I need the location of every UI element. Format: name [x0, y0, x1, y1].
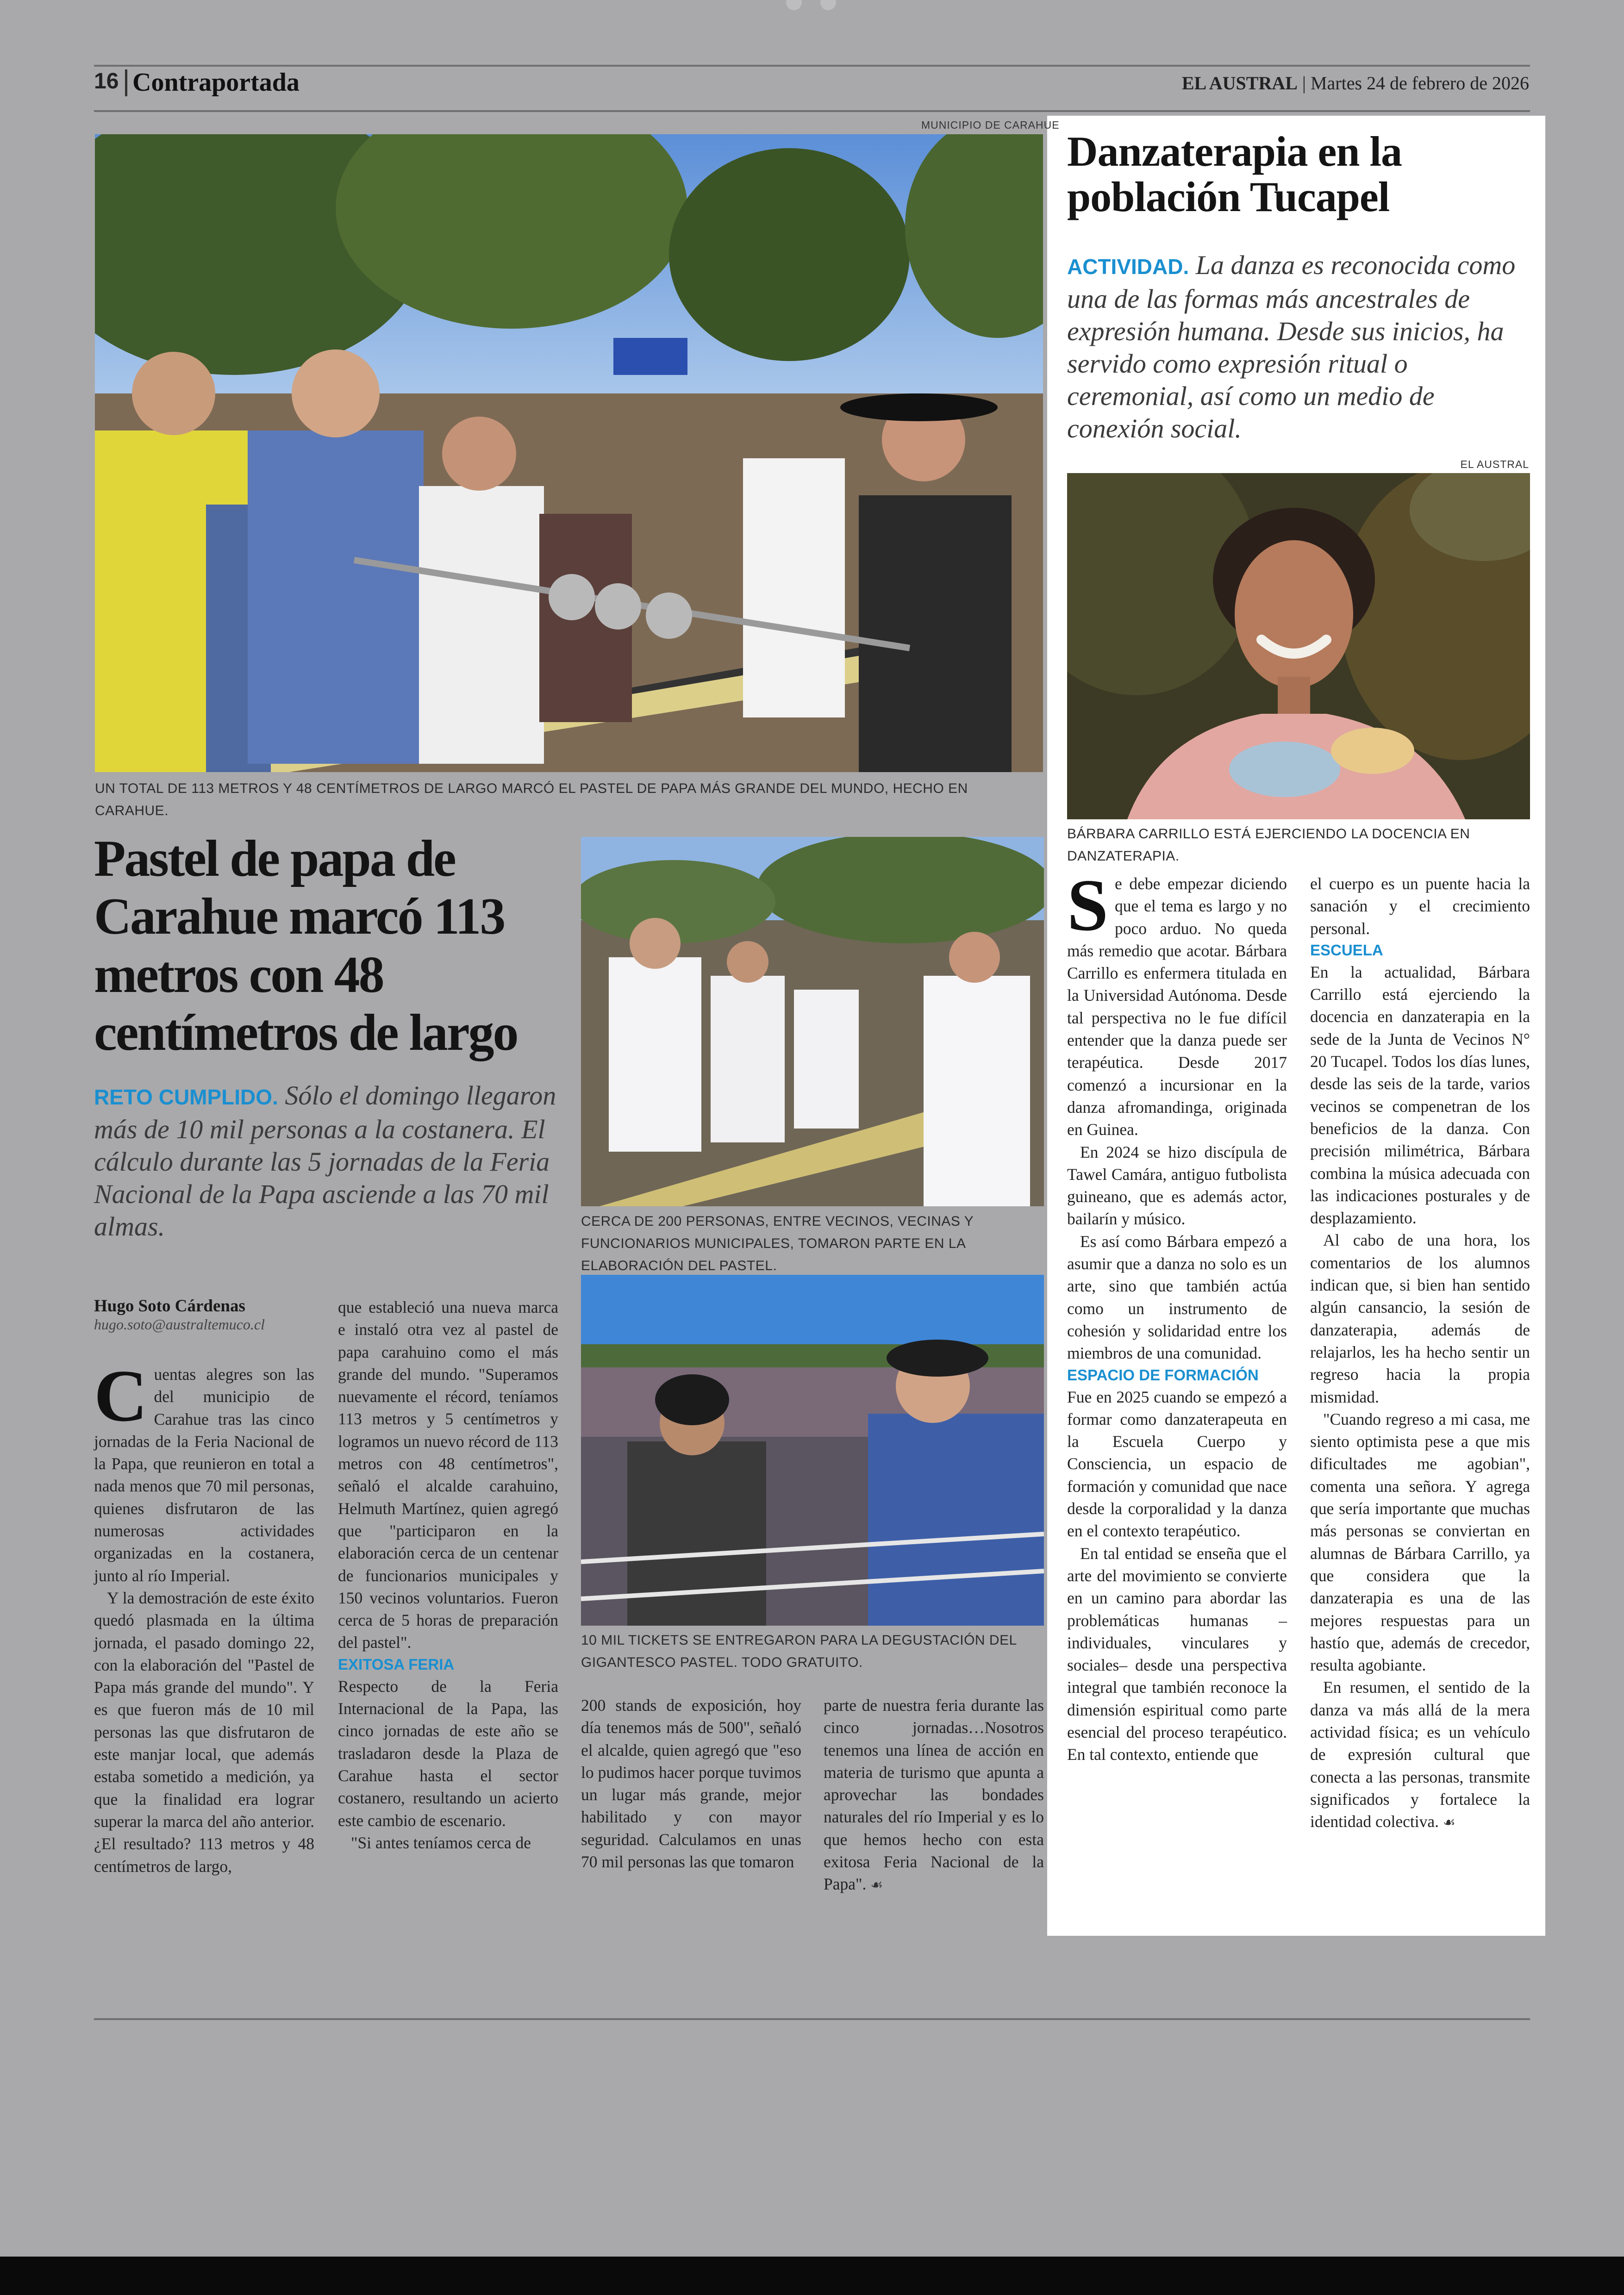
main-photo-credit: MUNICIPIO DE CARAHUE — [921, 119, 1060, 131]
tasting-photo-caption: 10 MIL TICKETS SE ENTREGARON PARA LA DEGUSTACIÓN DEL GIGANTESCO PASTEL. TODO GRATUITO. — [581, 1633, 1017, 1670]
left-article-paragraph-1: uentas alegres son las del municipio de Carahue tras las cinco jornadas de la Feria Nacional de la Papa, que reunieron en total a nada menos que 70 mil personas, quienes disfrutaron de las numerosas actividades organizadas en la costanera, junto al río Imperial. — [94, 1365, 314, 1585]
volunteers-cooking-image — [581, 837, 1044, 1206]
cooks-photo — [581, 837, 1044, 1206]
right-article-subhead-espacio: ESPACIO DE FORMACIÓN — [1067, 1366, 1259, 1384]
right-article-paragraph-9: "Cuando regreso a mi casa, me siento optimista pese a que mis dificultades me agobian", comenta una señora. Y agrega que sería importante que muchas más personas se conviertan en alumnas de Bárbara Carrillo, ya que considera que la danzaterapia es una de las mejores respuestas para un hastío que, además de crecedor, resulta agobiante. — [1310, 1409, 1530, 1675]
portrait-photo — [1067, 473, 1530, 819]
next-page-dot[interactable] — [820, 0, 836, 10]
author-email[interactable]: hugo.soto@australtemuco.cl — [94, 1316, 265, 1333]
publication-name: EL AUSTRAL — [1181, 73, 1298, 94]
main-photo — [95, 134, 1043, 772]
right-article-dropcap: S — [1067, 864, 1108, 946]
right-article-paragraph-7: En la actualidad, Bárbara Carrillo está ejerciendo la docencia en danzaterapia en la sede de la Junta de Vecinos N° 20 Tucapel. Todos los días lunes, desde las seis de la tarde, varios vecinos se compenetran de los beneficios de la danza. Con precisión milimétrica, Bárbara combina la música adecuada con las indicaciones posturales y de desplazamiento. — [1310, 962, 1530, 1228]
tasting-photo — [581, 1275, 1044, 1626]
right-article-paragraph-2: En 2024 se hizo discípula de Tawel Camára, antiguo futbolista guineano, que es además actor, bailarín y músico. — [1067, 1142, 1287, 1229]
portrait-caption: BÁRBARA CARRILLO ESTÁ EJERCIENDO LA DOCENCIA EN DANZATERAPIA. — [1067, 826, 1470, 864]
left-article-subhead-exitosa: EXITOSA FERIA — [338, 1655, 455, 1673]
end-mark-icon: ☙ — [870, 1877, 883, 1894]
header-separator — [125, 69, 127, 96]
footer-rule — [94, 2018, 1530, 2020]
left-article-paragraph-2: Y la demostración de este éxito quedó plasmada en la última jornada, el pasado domingo 22, con la elaboración del "Pastel de Papa más grande del mundo". Y es que fueron más de 10 mil personas las que disfrutaron de este manjar local, que además estaba sometido a medición, ya que la finalidad era lograr superar la marca del año anterior. ¿El resultado? 113 metros y 48 centímetros de largo, — [94, 1588, 314, 1876]
header-bottom-rule — [94, 110, 1530, 112]
right-article-paragraph-1: e debe empezar diciendo que el tema es largo y no poco arduo. No queda más remedio que acotar. Bárbara Carrillo es enfermera titulada en la Universidad Autónoma. Desde tal perspectiva no le fue difícil entender que la danza puede ser terapéutica. Desde 2017 comenzó a incursionar en la danza afromandinga, originada en Guinea. — [1067, 874, 1287, 1139]
right-article-subhead-escuela: ESCUELA — [1310, 941, 1383, 959]
byline — [94, 1296, 312, 1333]
left-article-headline: Pastel de papa de Carahue marcó 113 metros con 48 centímetros de largo — [94, 830, 518, 1062]
left-article-standfirst — [94, 1079, 575, 1243]
right-article-col-1 — [1067, 864, 1287, 1766]
section-title: Contraportada — [132, 68, 300, 97]
prev-page-dot[interactable] — [786, 0, 802, 10]
main-photo-caption: UN TOTAL DE 113 METROS Y 48 CENTÍMETROS DE LARGO MARCÓ EL PASTEL DE PAPA MÁS GRANDE DEL MUNDO, HECHO EN CARAHUE. — [95, 781, 968, 818]
left-article-paragraph-6: 200 stands de exposición, hoy día tenemos más de 500", señaló el alcalde, quien agregó que "eso lo pudimos hacer porque tuvimos un lugar más grande, mejor habilitado y con mayor seguridad. Calculamos en unas 70 mil personas las que tomaron — [581, 1696, 801, 1871]
left-article-col-4 — [824, 1694, 1044, 1897]
left-article-kicker: RETO CUMPLIDO. — [94, 1085, 278, 1109]
left-article-col-2 — [338, 1296, 558, 1854]
publication-date: EL AUSTRAL | Martes 24 de febrero de 2026 — [1181, 73, 1529, 94]
right-article-paragraph-4: Fue en 2025 cuando se empezó a formar como danzaterapeuta en la Escuela Cuerpo y Consciencia, un espacio de formación y comunidad que nace desde la corporalidad y la danza en el contexto terapéutico. — [1067, 1387, 1287, 1540]
right-article-paragraph-10: En resumen, el sentido de la danza va más allá de la mera actividad física; es un vehículo de expresión cultural que conecta a las personas, transmite significados y fortalece la identidad colectiva. — [1310, 1678, 1530, 1831]
ticket-tasting-image — [581, 1275, 1044, 1626]
header-top-rule — [94, 65, 1530, 67]
cooks-photo-caption: CERCA DE 200 PERSONAS, ENTRE VECINOS, VECINAS Y FUNCIONARIOS MUNICIPALES, TOMARON PARTE EN LA ELABORACIÓN DEL PASTEL. — [581, 1214, 974, 1273]
end-mark-icon: ☙ — [1443, 1815, 1455, 1831]
right-article-paragraph-5: En tal entidad se enseña que el arte del movimiento se convierte en un camino para abordar las problemáticas humanas –individuales, vinculares y sociales– desde una perspectiva integral que también reconoce la dimensión espiritual como parte esencial del proceso terapéutico. En tal contexto, entiende que — [1067, 1544, 1287, 1764]
left-article-paragraph-3: que estableció una nueva marca e instaló otra vez al pastel de papa carahuino como el más grande del mundo. "Superamos nuevamente el récord, teníamos 113 metros y 5 centímetros y logramos un nuevo récord de 113 metros con 48 centímetros", señaló el alcalde carahuino, Helmuth Martínez, quien agregó que "participaron en la elaboración cerca de un centenar de funcionarios municipales y 150 vecinos voluntarios. Fueron cerca de 5 horas de preparación del pastel". — [338, 1298, 558, 1652]
right-article-paragraph-3: Es así como Bárbara empezó a asumir que a danza no solo es un arte, sino que también actúa como un instrumento de cohesión y solidaridad entre los miembros de una comunidad. — [1067, 1232, 1287, 1363]
page-nav — [778, 0, 852, 12]
page-number: 16 — [94, 69, 119, 94]
potato-pie-crowd-image — [95, 134, 1043, 772]
left-article-paragraph-5: "Si antes teníamos cerca de — [351, 1833, 531, 1852]
right-article-kicker: ACTIVIDAD. — [1067, 255, 1189, 279]
left-article-dropcap: C — [94, 1354, 148, 1437]
barbara-carrillo-portrait-image — [1067, 473, 1530, 819]
issue-date: Martes 24 de febrero de 2026 — [1310, 73, 1529, 94]
left-article-col-3 — [581, 1694, 801, 1873]
right-article-paragraph-6: el cuerpo es un puente hacia la sanación y el crecimiento personal. — [1310, 874, 1530, 938]
right-article-col-2 — [1310, 873, 1530, 1834]
author-name: Hugo Soto Cárdenas — [94, 1297, 245, 1316]
right-article-standfirst — [1067, 249, 1530, 445]
right-article-headline: Danzaterapia en la población Tucapel — [1067, 128, 1402, 221]
left-article-paragraph-7: parte de nuestra feria durante las cinco jornadas…Nosotros tenemos una línea de acción en materia de turismo que apunta a aprovechar las bondades naturales del río Imperial y es lo que hemos hecho con esta exitosa Feria Nacional de la Papa". — [824, 1696, 1044, 1894]
left-article-paragraph-4: Respecto de la Feria Internacional de la Papa, las cinco jornadas de este año se trasladaron desde la Plaza de Carahue hasta el sector costanero, resultando un acierto este cambio de escenario. — [338, 1677, 558, 1830]
viewer-bottom-bar — [0, 2257, 1624, 2295]
right-article-standfirst-text: La danza es reconocida como una de las formas más ancestrales de expresión humana. Desde sus inicios, ha servido como expresión ritual o ceremonial, así como un medio de conexión social. — [1067, 250, 1516, 443]
left-article-col-1 — [94, 1354, 314, 1877]
right-article-paragraph-8: Al cabo de una hora, los comentarios de los alumnos indican que, si bien han sentido algún cansancio, la sesión de danzaterapia, además de relajarlos, les ha hecho sentir un regreso hacia la propia mismidad. — [1310, 1231, 1530, 1406]
left-article-standfirst-text: Sólo el domingo llegaron más de 10 mil personas a la costanera. El cálculo durante las 5 jornadas de la Feria Nacional de la Papa asciende a las 70 mil almas. — [94, 1080, 556, 1241]
portrait-credit: EL AUSTRAL — [1460, 458, 1529, 470]
